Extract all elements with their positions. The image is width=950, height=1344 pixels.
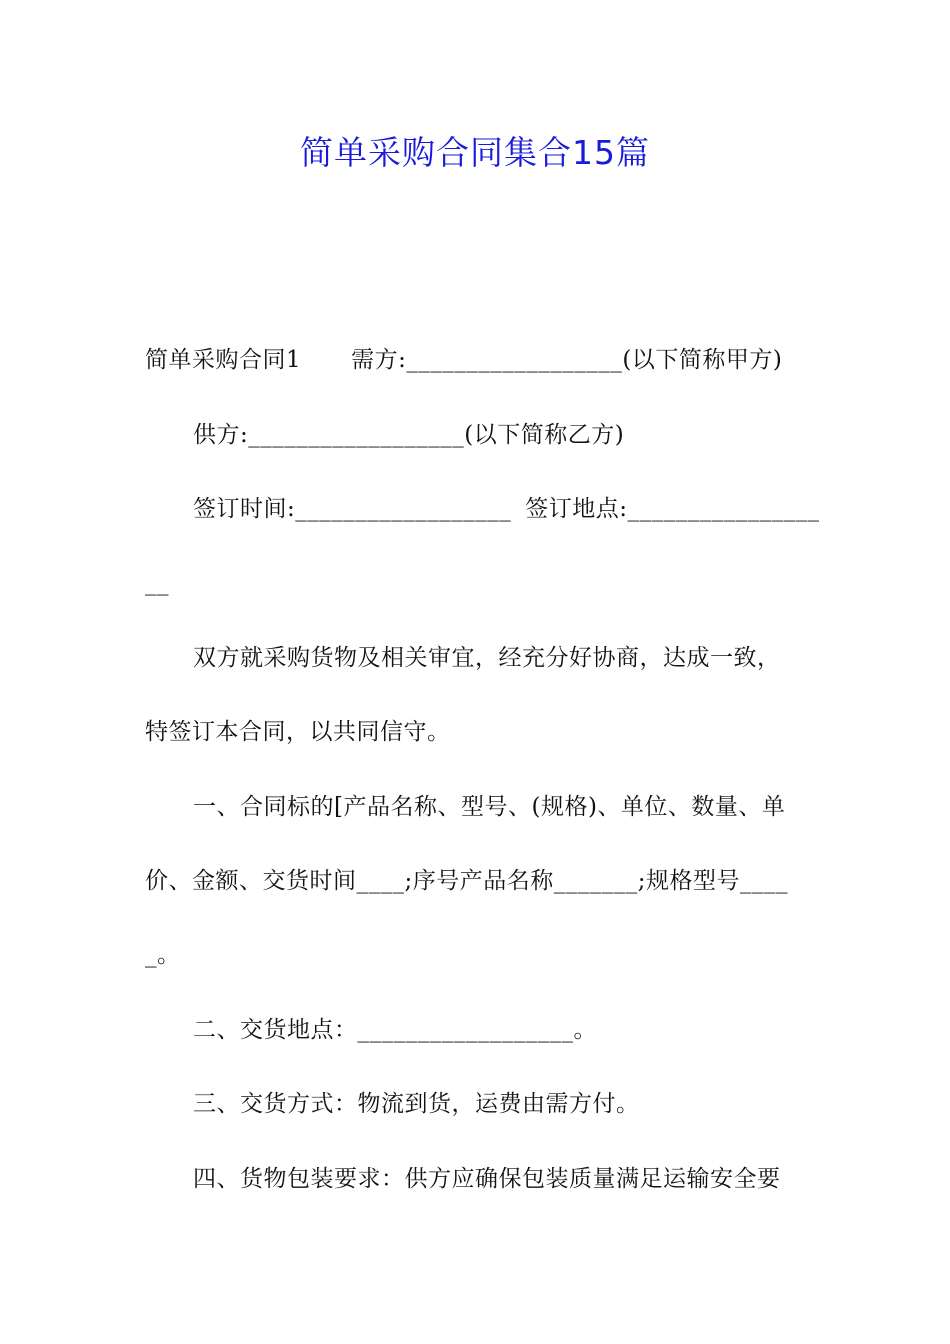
contract-number-label: 简单采购合同1 <box>145 347 302 373</box>
sign-place-field: 签订地点:________________ <box>525 496 820 522</box>
supplier-field: 供方:__________________(以下简称乙方) <box>193 422 625 448</box>
sign-place-continuation: __ <box>145 570 169 596</box>
clause-1-line-1: 一、合同标的[产品名称、型号、(规格)、单位、数量、单 <box>193 794 786 820</box>
clause-2: 二、交货地点：__________________。 <box>193 1017 597 1043</box>
sign-time-field: 签订时间:__________________ <box>193 496 512 522</box>
clause-1-line-3: _。 <box>145 942 181 968</box>
document-title: 简单采购合同集合15篇 <box>300 133 650 172</box>
preamble-line-1: 双方就采购货物及相关审宜，经充分好协商，达成一致， <box>193 645 781 671</box>
clause-4-line-1: 四、货物包装要求：供方应确保包装质量满足运输安全要 <box>193 1166 781 1192</box>
clause-3: 三、交货方式：物流到货，运费由需方付。 <box>193 1091 640 1117</box>
contract-heading-line <box>145 345 782 375</box>
preamble-line-2: 特签订本合同，以共同信守。 <box>145 719 451 745</box>
clause-1-line-2: 价、金额、交货时间____;序号产品名称_______;规格型号____ <box>145 868 788 894</box>
buyer-field: 需方:__________________(以下简称甲方) <box>351 347 783 373</box>
sign-info-line <box>193 494 820 524</box>
